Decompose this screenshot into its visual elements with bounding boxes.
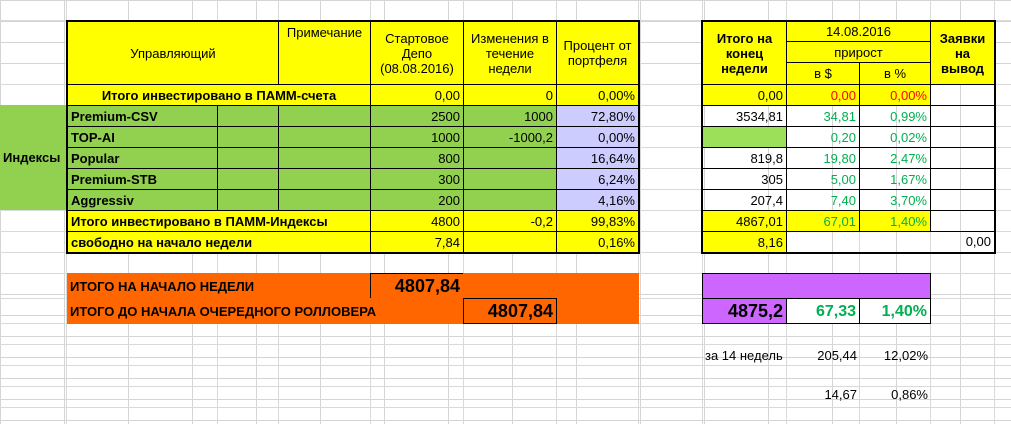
index-change[interactable]: [463, 189, 557, 211]
index-change[interactable]: 1000: [463, 105, 557, 127]
summary-start-value[interactable]: 4807,84: [370, 273, 464, 299]
index-total-pct[interactable]: 99,83%: [556, 210, 639, 232]
index-pct[interactable]: 4,16%: [556, 189, 639, 211]
index-gain-usd[interactable]: 5,00: [786, 168, 860, 190]
index-gain-pct[interactable]: 0,99%: [859, 105, 931, 127]
group-label-indices[interactable]: Индексы: [0, 105, 67, 210]
weeks-avg-usd[interactable]: 14,67: [824, 386, 857, 402]
index-withdraw[interactable]: [930, 147, 995, 169]
summary-purple-bar: [702, 273, 931, 299]
index-total-withdraw[interactable]: [930, 210, 995, 232]
index-start[interactable]: 800: [370, 147, 464, 169]
summary-start-label[interactable]: ИТОГО НА НАЧАЛО НЕДЕЛИ: [67, 273, 371, 299]
index-note[interactable]: [278, 147, 371, 169]
index-withdraw[interactable]: [930, 189, 995, 211]
index-gain-pct[interactable]: 3,70%: [859, 189, 931, 211]
pamm-total-label[interactable]: Итого инвестировано в ПАММ-счета: [67, 84, 371, 106]
index-note[interactable]: [278, 126, 371, 148]
summary-end-value[interactable]: 4875,2: [702, 298, 787, 324]
index-end[interactable]: 3534,81: [702, 105, 787, 127]
index-gain-pct[interactable]: 0,02%: [859, 126, 931, 148]
index-note[interactable]: [278, 189, 371, 211]
weeks-gain-usd[interactable]: 205,44: [817, 347, 857, 363]
index-withdraw[interactable]: [930, 168, 995, 190]
index-total-end[interactable]: 4867,01: [702, 210, 787, 232]
free-change[interactable]: [463, 231, 557, 253]
index-total-gain-pct[interactable]: 1,40%: [859, 210, 931, 232]
header-in-usd[interactable]: в $: [786, 62, 860, 85]
weeks-avg-pct[interactable]: 0,86%: [891, 386, 928, 402]
index-change[interactable]: [463, 168, 557, 190]
summary-end-gain-usd[interactable]: 67,33: [786, 298, 860, 324]
summary-end-gain-pct[interactable]: 1,40%: [859, 298, 931, 324]
index-withdraw[interactable]: [930, 126, 995, 148]
index-name[interactable]: Aggressiv: [67, 189, 218, 211]
index-end[interactable]: [702, 126, 787, 148]
summary-rollover-label[interactable]: ИТОГО ДО НАЧАЛА ОЧЕРЕДНОГО РОЛЛОВЕРА: [67, 298, 464, 324]
summary-orange-block: [556, 273, 639, 324]
index-pct[interactable]: 6,24%: [556, 168, 639, 190]
pamm-end[interactable]: 0,00: [702, 84, 787, 106]
index-change[interactable]: -1000,2: [463, 126, 557, 148]
index-end[interactable]: 207,4: [702, 189, 787, 211]
free-end[interactable]: 8,16: [702, 231, 787, 253]
index-start[interactable]: 1000: [370, 126, 464, 148]
header-in-pct[interactable]: в %: [859, 62, 931, 85]
index-name[interactable]: Premium-STB: [67, 168, 218, 190]
index-name[interactable]: TOP-AI: [67, 126, 218, 148]
index-start[interactable]: 300: [370, 168, 464, 190]
index-empty-cell[interactable]: [217, 147, 279, 169]
index-pct[interactable]: 0,00%: [556, 126, 639, 148]
index-gain-usd[interactable]: 19,80: [786, 147, 860, 169]
index-pct[interactable]: 72,80%: [556, 105, 639, 127]
index-gain-pct[interactable]: 1,67%: [859, 168, 931, 190]
index-empty-cell[interactable]: [217, 126, 279, 148]
pamm-change[interactable]: 0: [463, 84, 557, 106]
index-name[interactable]: Popular: [67, 147, 218, 169]
free-start[interactable]: 7,84: [370, 231, 464, 253]
weeks-gain-pct[interactable]: 12,02%: [883, 347, 928, 363]
header-note[interactable]: Примечание: [278, 21, 371, 85]
index-pct[interactable]: 16,64%: [556, 147, 639, 169]
header-manager[interactable]: Управляющий: [67, 21, 279, 85]
summary-rollover-value[interactable]: 4807,84: [463, 298, 557, 324]
index-empty-cell[interactable]: [217, 168, 279, 190]
index-end[interactable]: 819,8: [702, 147, 787, 169]
index-name[interactable]: Premium-CSV: [67, 105, 218, 127]
index-gain-usd[interactable]: 7,40: [786, 189, 860, 211]
header-end-week[interactable]: Итого на конец недели: [702, 21, 787, 85]
index-withdraw[interactable]: [930, 105, 995, 127]
index-empty-cell[interactable]: [217, 105, 279, 127]
index-total-label[interactable]: Итого инвестировано в ПАММ-Индексы: [67, 210, 371, 232]
index-empty-cell[interactable]: [217, 189, 279, 211]
pamm-gain-usd[interactable]: 0,00: [786, 84, 860, 106]
pamm-gain-pct[interactable]: 0,00%: [859, 84, 931, 106]
index-start[interactable]: 200: [370, 189, 464, 211]
index-gain-pct[interactable]: 2,47%: [859, 147, 931, 169]
pamm-withdraw[interactable]: [930, 84, 995, 106]
header-date[interactable]: 14.08.2016: [786, 21, 931, 42]
index-note[interactable]: [278, 105, 371, 127]
index-total-change[interactable]: -0,2: [463, 210, 557, 232]
header-withdraw[interactable]: Заявки на вывод: [930, 21, 995, 85]
free-label[interactable]: свободно на начало недели: [67, 231, 371, 253]
index-end[interactable]: 305: [702, 168, 787, 190]
index-gain-usd[interactable]: 34,81: [786, 105, 860, 127]
header-changes[interactable]: Изменения в течение недели: [463, 21, 557, 85]
free-withdraw[interactable]: 0,00: [930, 231, 995, 253]
index-start[interactable]: 2500: [370, 105, 464, 127]
index-gain-usd[interactable]: 0,20: [786, 126, 860, 148]
pamm-pct[interactable]: 0,00%: [556, 84, 639, 106]
index-change[interactable]: [463, 147, 557, 169]
index-note[interactable]: [278, 168, 371, 190]
pamm-start[interactable]: 0,00: [370, 84, 464, 106]
index-total-gain-usd[interactable]: 67,01: [786, 210, 860, 232]
weeks-label[interactable]: за 14 недель: [705, 347, 783, 363]
summary-start-empty[interactable]: [463, 273, 557, 299]
header-start-depo[interactable]: Стартовое Депо (08.08.2016): [370, 21, 464, 85]
free-pct[interactable]: 0,16%: [556, 231, 639, 253]
header-growth[interactable]: прирост: [786, 41, 931, 63]
index-total-start[interactable]: 4800: [370, 210, 464, 232]
header-percent[interactable]: Процент от портфеля: [556, 21, 639, 85]
